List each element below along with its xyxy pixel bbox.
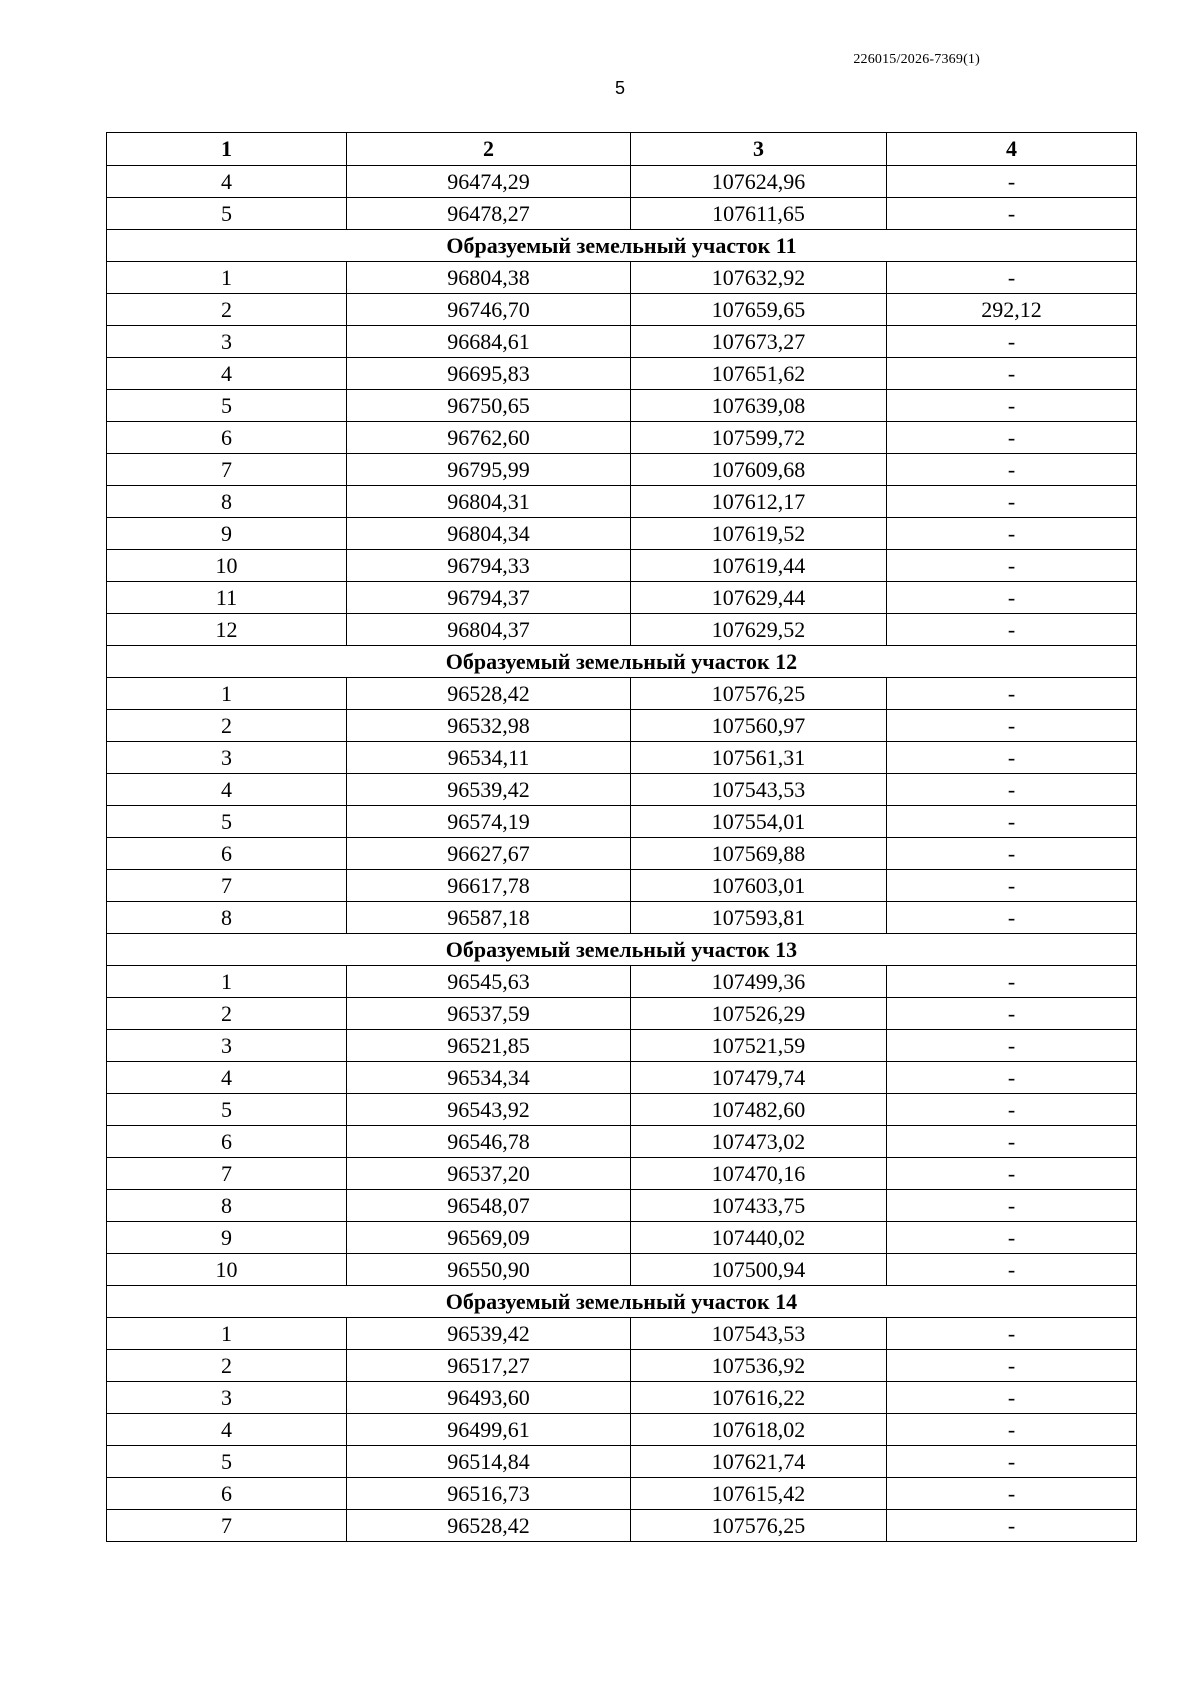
section-header-row [107,646,1137,678]
y-coordinate-cell: 107632,92 [631,262,887,294]
table-row [107,390,1137,422]
value-cell: - [887,1158,1137,1190]
page-number: 5 [614,78,625,98]
x-coordinate-cell: 96762,60 [347,422,631,454]
y-coordinate-cell: 107576,25 [631,678,887,710]
x-coordinate-cell: 96548,07 [347,1190,631,1222]
point-number-cell: 5 [107,198,347,230]
table-row [107,1382,1137,1414]
table-row [107,1414,1137,1446]
y-coordinate-cell: 107673,27 [631,326,887,358]
value-cell: - [887,1190,1137,1222]
value-cell: - [887,1350,1137,1382]
point-number-cell: 6 [107,838,347,870]
table-row [107,902,1137,934]
point-number-cell: 1 [107,966,347,998]
value-cell: - [887,550,1137,582]
value-cell: - [887,166,1137,198]
x-coordinate-cell: 96539,42 [347,774,631,806]
table-row [107,1222,1137,1254]
x-coordinate-cell: 96574,19 [347,806,631,838]
value-cell: - [887,1222,1137,1254]
table-row [107,422,1137,454]
section-title: Образуемый земельный участок 13 [107,934,1137,966]
table-row [107,262,1137,294]
point-number-cell: 4 [107,1414,347,1446]
section-header-row [107,1286,1137,1318]
x-coordinate-cell: 96521,85 [347,1030,631,1062]
y-coordinate-cell: 107569,88 [631,838,887,870]
table-row [107,966,1137,998]
table-header [107,133,1137,166]
x-coordinate-cell: 96804,31 [347,486,631,518]
y-coordinate-cell: 107470,16 [631,1158,887,1190]
y-coordinate-cell: 107560,97 [631,710,887,742]
value-cell: - [887,518,1137,550]
x-coordinate-cell: 96528,42 [347,1510,631,1542]
x-coordinate-cell: 96474,29 [347,166,631,198]
value-cell: - [887,1446,1137,1478]
table-row [107,326,1137,358]
column-header-2: 2 [347,133,631,166]
value-cell: - [887,870,1137,902]
y-coordinate-cell: 107543,53 [631,774,887,806]
x-coordinate-cell: 96750,65 [347,390,631,422]
y-coordinate-cell: 107639,08 [631,390,887,422]
y-coordinate-cell: 107619,44 [631,550,887,582]
y-coordinate-cell: 107500,94 [631,1254,887,1286]
table-row [107,1030,1137,1062]
y-coordinate-cell: 107615,42 [631,1478,887,1510]
y-coordinate-cell: 107576,25 [631,1510,887,1542]
point-number-cell: 5 [107,806,347,838]
x-coordinate-cell: 96545,63 [347,966,631,998]
table-row [107,550,1137,582]
point-number-cell: 7 [107,1510,347,1542]
value-cell: - [887,710,1137,742]
point-number-cell: 3 [107,1382,347,1414]
value-cell: - [887,1318,1137,1350]
point-number-cell: 10 [107,1254,347,1286]
value-cell: - [887,966,1137,998]
y-coordinate-cell: 107554,01 [631,806,887,838]
table-row [107,1318,1137,1350]
section-title: Образуемый земельный участок 11 [107,230,1137,262]
x-coordinate-cell: 96684,61 [347,326,631,358]
point-number-cell: 3 [107,742,347,774]
table-row [107,198,1137,230]
point-number-cell: 2 [107,1350,347,1382]
point-number-cell: 6 [107,1126,347,1158]
point-number-cell: 2 [107,294,347,326]
table-row [107,358,1137,390]
table-row [107,1126,1137,1158]
y-coordinate-cell: 107543,53 [631,1318,887,1350]
value-cell: - [887,1478,1137,1510]
point-number-cell: 3 [107,1030,347,1062]
x-coordinate-cell: 96627,67 [347,838,631,870]
point-number-cell: 1 [107,678,347,710]
y-coordinate-cell: 107561,31 [631,742,887,774]
y-coordinate-cell: 107619,52 [631,518,887,550]
y-coordinate-cell: 107612,17 [631,486,887,518]
table-row [107,294,1137,326]
table-row [107,1094,1137,1126]
x-coordinate-cell: 96537,20 [347,1158,631,1190]
point-number-cell: 2 [107,998,347,1030]
value-cell: - [887,1510,1137,1542]
value-cell: - [887,454,1137,486]
value-cell: - [887,1414,1137,1446]
x-coordinate-cell: 96617,78 [347,870,631,902]
table-row [107,774,1137,806]
table-row [107,166,1137,198]
value-cell: 292,12 [887,294,1137,326]
y-coordinate-cell: 107599,72 [631,422,887,454]
header-row [107,133,1137,166]
x-coordinate-cell: 96539,42 [347,1318,631,1350]
value-cell: - [887,838,1137,870]
point-number-cell: 4 [107,166,347,198]
point-number-cell: 6 [107,1478,347,1510]
section-header-row [107,230,1137,262]
value-cell: - [887,390,1137,422]
table-row [107,614,1137,646]
table-row [107,1510,1137,1542]
x-coordinate-cell: 96794,37 [347,582,631,614]
y-coordinate-cell: 107624,96 [631,166,887,198]
y-coordinate-cell: 107629,44 [631,582,887,614]
point-number-cell: 6 [107,422,347,454]
y-coordinate-cell: 107433,75 [631,1190,887,1222]
table-row [107,838,1137,870]
x-coordinate-cell: 96528,42 [347,678,631,710]
x-coordinate-cell: 96804,34 [347,518,631,550]
x-coordinate-cell: 96516,73 [347,1478,631,1510]
value-cell: - [887,1030,1137,1062]
point-number-cell: 7 [107,1158,347,1190]
x-coordinate-cell: 96546,78 [347,1126,631,1158]
point-number-cell: 7 [107,454,347,486]
point-number-cell: 4 [107,1062,347,1094]
value-cell: - [887,1382,1137,1414]
y-coordinate-cell: 107616,22 [631,1382,887,1414]
y-coordinate-cell: 107603,01 [631,870,887,902]
x-coordinate-cell: 96746,70 [347,294,631,326]
document-id: 226015/2026-7369(1) [853,52,980,67]
value-cell: - [887,902,1137,934]
value-cell: - [887,1126,1137,1158]
y-coordinate-cell: 107609,68 [631,454,887,486]
y-coordinate-cell: 107440,02 [631,1222,887,1254]
table-body [107,166,1137,1542]
point-number-cell: 8 [107,902,347,934]
y-coordinate-cell: 107659,65 [631,294,887,326]
table-row [107,518,1137,550]
y-coordinate-cell: 107526,29 [631,998,887,1030]
value-cell: - [887,358,1137,390]
point-number-cell: 3 [107,326,347,358]
section-title: Образуемый земельный участок 14 [107,1286,1137,1318]
value-cell: - [887,486,1137,518]
y-coordinate-cell: 107479,74 [631,1062,887,1094]
y-coordinate-cell: 107536,92 [631,1350,887,1382]
x-coordinate-cell: 96534,34 [347,1062,631,1094]
y-coordinate-cell: 107473,02 [631,1126,887,1158]
x-coordinate-cell: 96569,09 [347,1222,631,1254]
section-header-row [107,934,1137,966]
coordinates-table [106,132,1137,1542]
value-cell: - [887,614,1137,646]
value-cell: - [887,198,1137,230]
x-coordinate-cell: 96537,59 [347,998,631,1030]
point-number-cell: 5 [107,1094,347,1126]
column-header-3: 3 [631,133,887,166]
y-coordinate-cell: 107482,60 [631,1094,887,1126]
table-row [107,1446,1137,1478]
table-row [107,1350,1137,1382]
value-cell: - [887,262,1137,294]
x-coordinate-cell: 96550,90 [347,1254,631,1286]
y-coordinate-cell: 107593,81 [631,902,887,934]
point-number-cell: 4 [107,774,347,806]
table-row [107,582,1137,614]
value-cell: - [887,1094,1137,1126]
table-row [107,870,1137,902]
value-cell: - [887,998,1137,1030]
table-row [107,1190,1137,1222]
x-coordinate-cell: 96804,37 [347,614,631,646]
y-coordinate-cell: 107611,65 [631,198,887,230]
point-number-cell: 10 [107,550,347,582]
point-number-cell: 2 [107,710,347,742]
table-row [107,742,1137,774]
table-row [107,806,1137,838]
point-number-cell: 8 [107,486,347,518]
value-cell: - [887,774,1137,806]
x-coordinate-cell: 96499,61 [347,1414,631,1446]
x-coordinate-cell: 96532,98 [347,710,631,742]
x-coordinate-cell: 96543,92 [347,1094,631,1126]
point-number-cell: 5 [107,1446,347,1478]
value-cell: - [887,678,1137,710]
table-row [107,1158,1137,1190]
column-header-1: 1 [107,133,347,166]
value-cell: - [887,326,1137,358]
table-row [107,1254,1137,1286]
point-number-cell: 1 [107,1318,347,1350]
x-coordinate-cell: 96587,18 [347,902,631,934]
table-row [107,486,1137,518]
table-row [107,710,1137,742]
point-number-cell: 1 [107,262,347,294]
value-cell: - [887,582,1137,614]
x-coordinate-cell: 96514,84 [347,1446,631,1478]
point-number-cell: 11 [107,582,347,614]
column-header-4: 4 [887,133,1137,166]
x-coordinate-cell: 96795,99 [347,454,631,486]
value-cell: - [887,742,1137,774]
x-coordinate-cell: 96517,27 [347,1350,631,1382]
y-coordinate-cell: 107651,62 [631,358,887,390]
value-cell: - [887,1254,1137,1286]
point-number-cell: 5 [107,390,347,422]
x-coordinate-cell: 96493,60 [347,1382,631,1414]
point-number-cell: 7 [107,870,347,902]
table-row [107,998,1137,1030]
point-number-cell: 4 [107,358,347,390]
value-cell: - [887,806,1137,838]
y-coordinate-cell: 107499,36 [631,966,887,998]
value-cell: - [887,422,1137,454]
section-title: Образуемый земельный участок 12 [107,646,1137,678]
table-row [107,454,1137,486]
y-coordinate-cell: 107629,52 [631,614,887,646]
x-coordinate-cell: 96794,33 [347,550,631,582]
y-coordinate-cell: 107618,02 [631,1414,887,1446]
table-row [107,678,1137,710]
x-coordinate-cell: 96695,83 [347,358,631,390]
point-number-cell: 9 [107,1222,347,1254]
x-coordinate-cell: 96534,11 [347,742,631,774]
x-coordinate-cell: 96804,38 [347,262,631,294]
point-number-cell: 9 [107,518,347,550]
value-cell: - [887,1062,1137,1094]
x-coordinate-cell: 96478,27 [347,198,631,230]
point-number-cell: 8 [107,1190,347,1222]
y-coordinate-cell: 107521,59 [631,1030,887,1062]
table-row [107,1478,1137,1510]
point-number-cell: 12 [107,614,347,646]
y-coordinate-cell: 107621,74 [631,1446,887,1478]
table-row [107,1062,1137,1094]
